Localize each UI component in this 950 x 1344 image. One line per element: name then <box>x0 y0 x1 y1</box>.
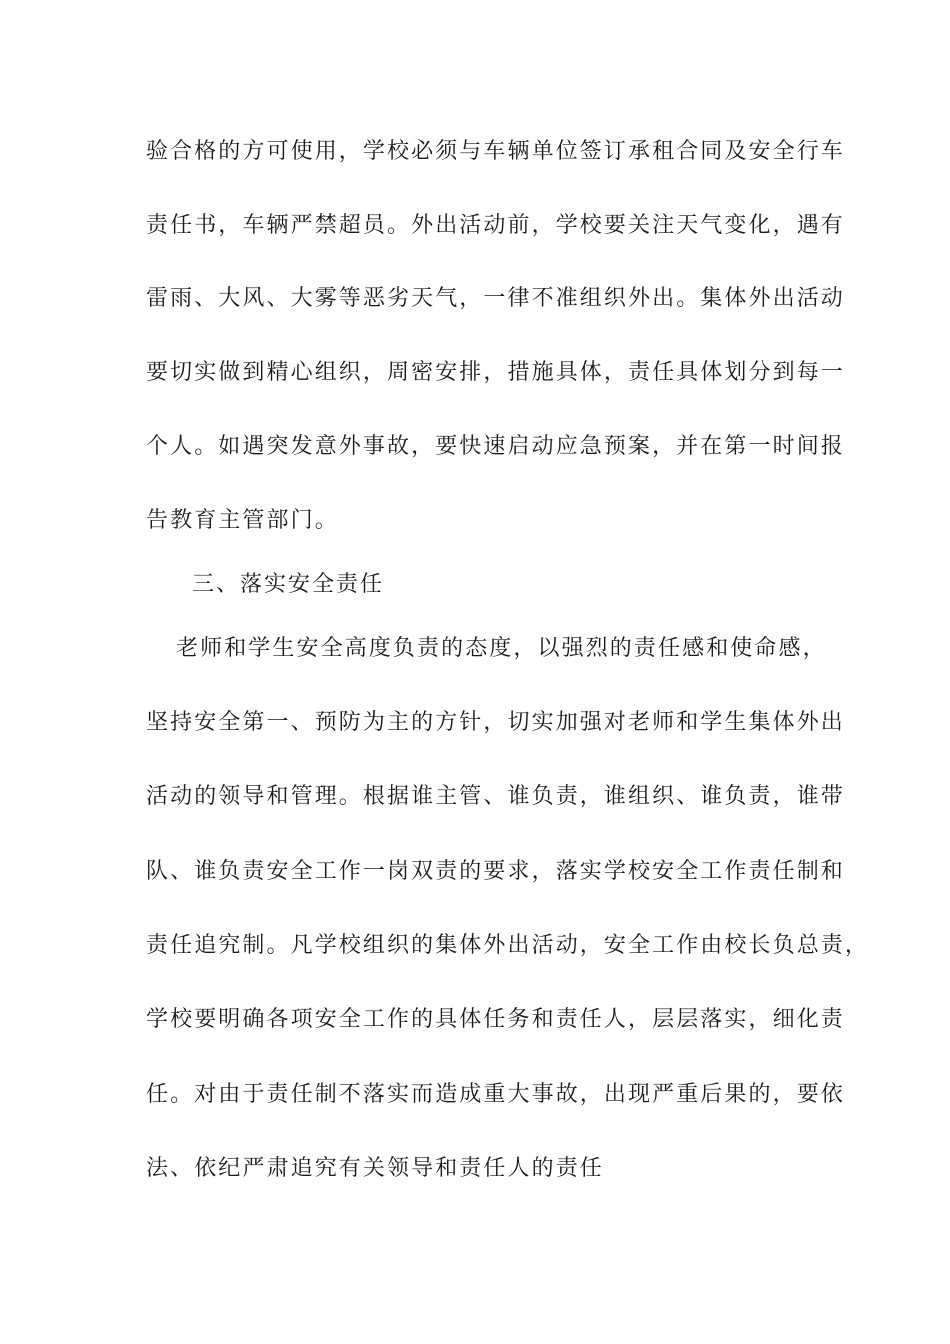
section-line-3: 活动的领导和管理。根据谁主管、谁负责，谁组织、谁负责，谁带 <box>146 784 845 809</box>
paragraph-line-2: 责任书，车辆严禁超员。外出活动前，学校要关注天气变化，遇有 <box>146 213 845 238</box>
paragraph-line-1: 验合格的方可使用，学校必须与车辆单位签订承租合同及安全行车 <box>146 139 845 164</box>
section-line-1: 老师和学生安全高度负责的态度，以强烈的责任感和使命感， <box>176 636 827 661</box>
paragraph-line-3: 雷雨、大风、大雾等恶劣天气，一律不准组织外出。集体外出活动 <box>146 286 845 311</box>
section-heading: 三、落实安全责任 <box>192 572 385 597</box>
paragraph-line-5: 个人。如遇突发意外事故，要快速启动应急预案，并在第一时间报 <box>146 434 845 459</box>
section-line-2: 坚持安全第一、预防为主的方针，切实加强对老师和学生集体外出 <box>146 710 845 735</box>
section-line-7: 任。对由于责任制不落实而造成重大事故，出现严重后果的，要依 <box>146 1082 845 1107</box>
section-line-6: 学校要明确各项安全工作的具体任务和责任人，层层落实，细化责 <box>146 1007 845 1032</box>
section-line-5: 责任追究制。凡学校组织的集体外出活动，安全工作由校长负总责， <box>146 933 870 958</box>
section-line-8: 法、依纪严肃追究有关领导和责任人的责任 <box>146 1156 604 1181</box>
paragraph-line-6: 告教育主管部门。 <box>146 508 339 533</box>
paragraph-line-4: 要切实做到精心组织，周密安排，措施具体，责任具体划分到每一 <box>146 360 845 385</box>
section-line-4: 队、谁负责安全工作一岗双责的要求，落实学校安全工作责任制和 <box>146 859 845 884</box>
